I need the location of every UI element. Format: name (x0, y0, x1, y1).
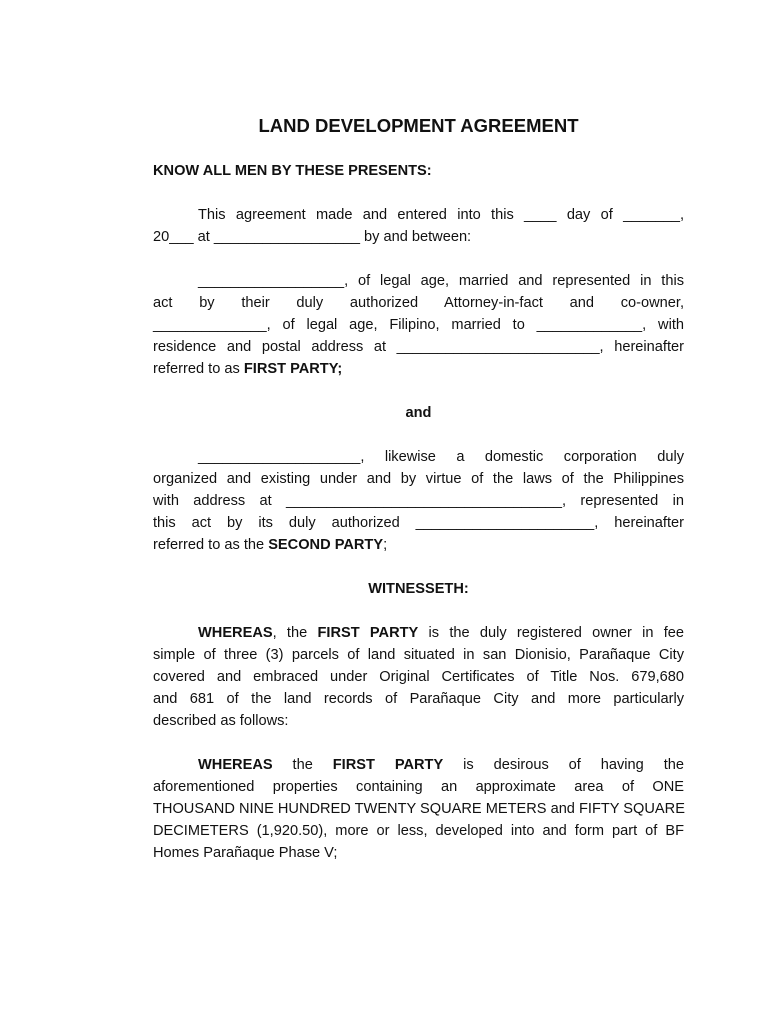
paragraph-line: ______________, of legal age, Filipino, married to _____________, with (153, 317, 684, 333)
and-separator: and (405, 405, 432, 421)
paragraph-line: and 681 of the land records of Parañaque City and more particularly (153, 691, 684, 707)
paragraph-line: simple of three (3) parcels of land situated in san Dionisio, Parañaque City (153, 647, 684, 663)
paragraph-line (153, 534, 684, 556)
paragraph-line: THOUSAND NINE HUNDRED TWENTY SQUARE METERS and FIFTY SQUARE (153, 801, 685, 817)
paragraph-text: is desirous of having the (443, 757, 684, 773)
paragraph-line: This agreement made and entered into this ____ day of _______, (198, 207, 684, 223)
paragraph-agreement-date (153, 204, 684, 248)
paragraph-first-party (153, 270, 684, 380)
paragraph-line: covered and embraced under Original Certificates of Title Nos. 679,680 (153, 669, 684, 685)
paragraph-line: __________________, of legal age, married and represented in this (198, 273, 684, 289)
whereas-label: WHEREAS (198, 625, 273, 641)
paragraph-line (153, 358, 684, 380)
paragraph-text: referred to as the (153, 537, 269, 553)
paragraph-text: referred to as (153, 361, 244, 377)
paragraph-line (153, 622, 684, 644)
document-title: LAND DEVELOPMENT AGREEMENT (258, 115, 579, 136)
whereas-label: WHEREAS (198, 757, 273, 773)
paragraph-text: the (272, 757, 333, 773)
first-party-label: FIRST PARTY (332, 757, 444, 773)
paragraph-line: organized and existing under and by virtue of the laws of the Philippines (153, 471, 684, 487)
paragraph-line: Homes Parañaque Phase V; (153, 845, 338, 861)
paragraph-line: act by their duly authorized Attorney-in-fact and co-owner, (153, 295, 684, 311)
opening-line: KNOW ALL MEN BY THESE PRESENTS: (153, 163, 432, 179)
document-body (153, 113, 684, 886)
witnesseth-heading: WITNESSETH: (368, 581, 469, 597)
paragraph-line: described as follows: (153, 713, 289, 729)
paragraph-text: is the duly registered owner in fee (418, 625, 684, 641)
paragraph-line (153, 754, 684, 776)
paragraph-line: this act by its duly authorized ______________________, hereinafter (153, 515, 684, 531)
paragraph-line: with address at __________________________________, represented in (153, 493, 684, 509)
paragraph-line: aforementioned properties containing an approximate area of ONE (153, 779, 684, 795)
paragraph-line: 20___ at __________________ by and between: (153, 229, 472, 245)
paragraph-text: , the (272, 625, 318, 641)
paragraph-whereas-owner (153, 622, 684, 732)
paragraph-line: residence and postal address at _________________________, hereinafter (153, 339, 684, 355)
paragraph-line: DECIMETERS (1,920.50), more or less, developed into and form part of BF (153, 823, 684, 839)
paragraph-text: ; (383, 537, 388, 553)
first-party-label: FIRST PARTY; (243, 361, 343, 377)
paragraph-second-party (153, 446, 684, 556)
first-party-label: FIRST PARTY (317, 625, 419, 641)
paragraph-whereas-development (153, 754, 684, 864)
second-party-label: SECOND PARTY (268, 537, 384, 553)
paragraph-line: ____________________, likewise a domestic corporation duly (198, 449, 684, 465)
